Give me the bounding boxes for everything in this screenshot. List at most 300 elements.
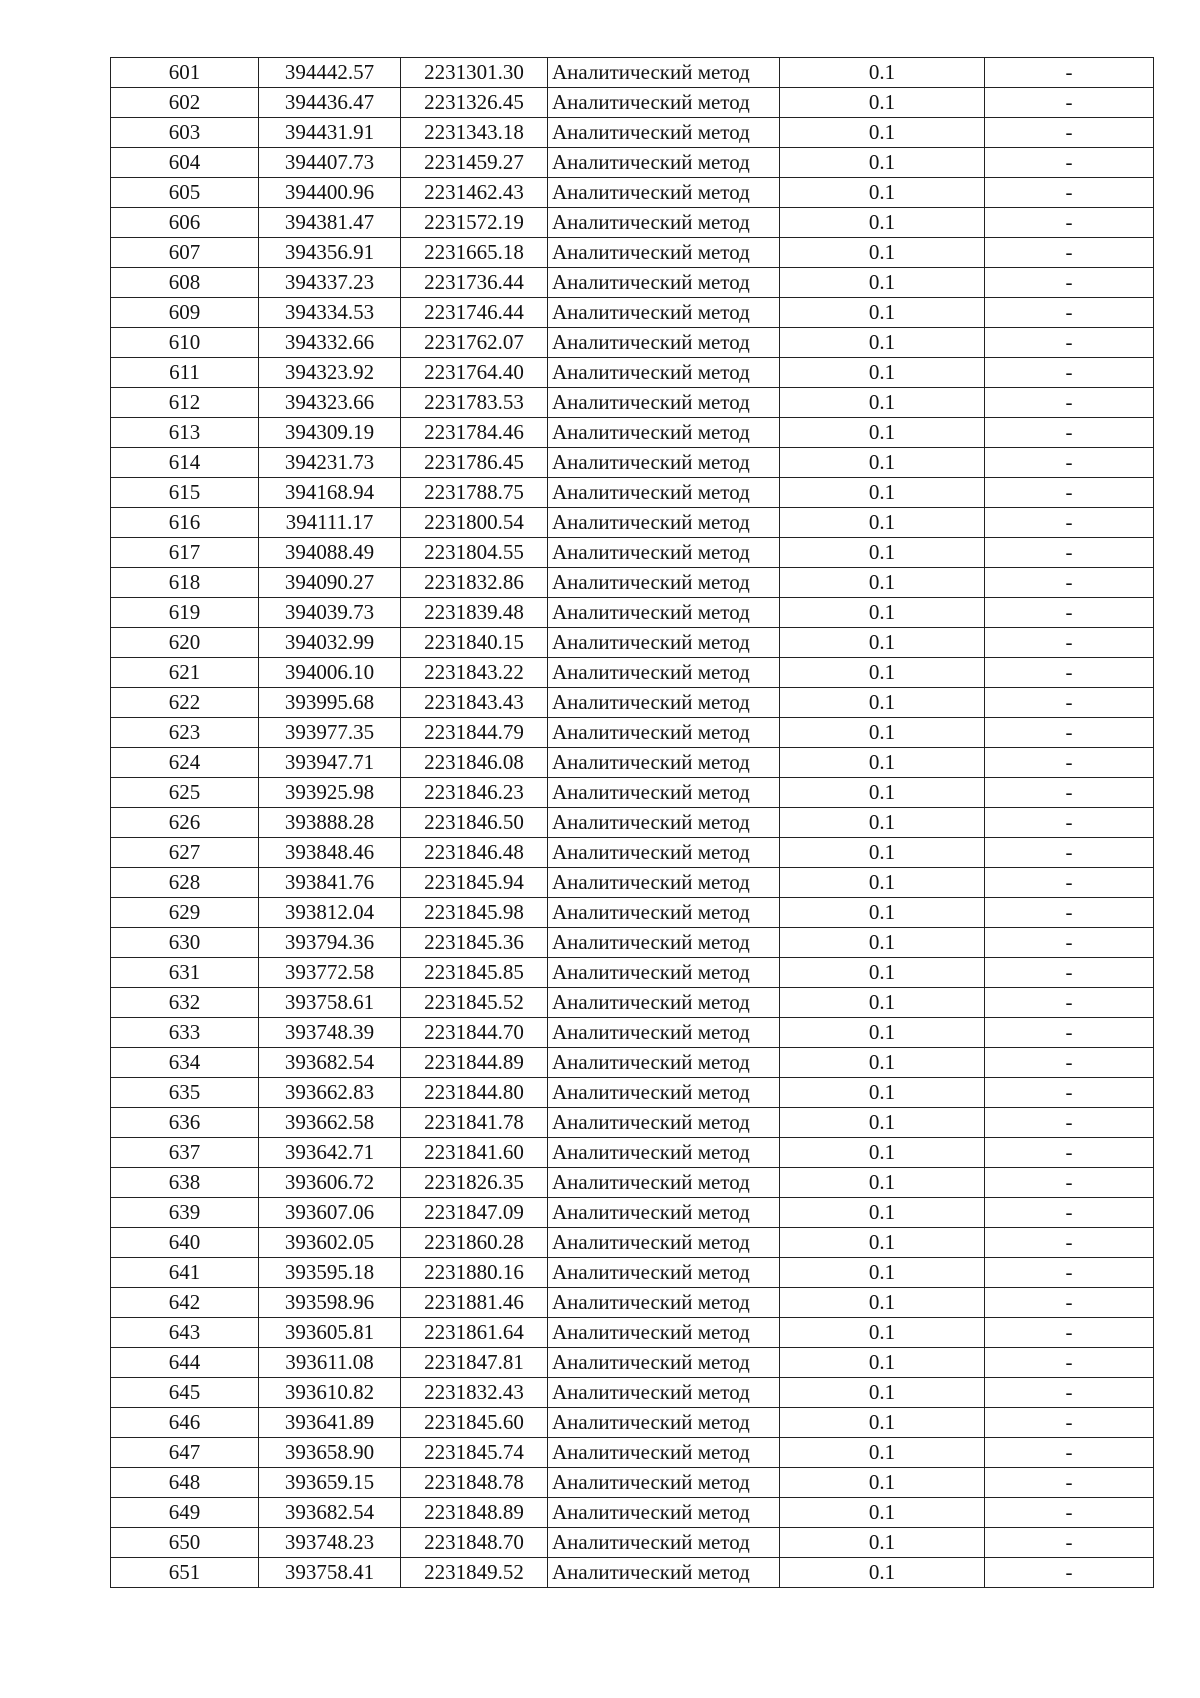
x-coordinate-cell: 394231.73 <box>259 448 401 478</box>
x-coordinate-cell: 394431.91 <box>259 118 401 148</box>
table-row <box>111 568 1154 598</box>
y-coordinate-cell: 2231848.78 <box>401 1468 548 1498</box>
note-cell: - <box>985 658 1154 688</box>
accuracy-cell: 0.1 <box>780 988 985 1018</box>
y-coordinate-cell: 2231845.74 <box>401 1438 548 1468</box>
point-number-cell: 619 <box>111 598 259 628</box>
y-coordinate-cell: 2231861.64 <box>401 1318 548 1348</box>
method-cell: Аналитический метод <box>548 1378 780 1408</box>
x-coordinate-cell: 394356.91 <box>259 238 401 268</box>
method-cell: Аналитический метод <box>548 508 780 538</box>
y-coordinate-cell: 2231843.22 <box>401 658 548 688</box>
note-cell: - <box>985 1378 1154 1408</box>
x-coordinate-cell: 394442.57 <box>259 58 401 88</box>
table-row <box>111 928 1154 958</box>
x-coordinate-cell: 393995.68 <box>259 688 401 718</box>
y-coordinate-cell: 2231800.54 <box>401 508 548 538</box>
method-cell: Аналитический метод <box>548 1348 780 1378</box>
point-number-cell: 613 <box>111 418 259 448</box>
x-coordinate-cell: 394323.92 <box>259 358 401 388</box>
point-number-cell: 622 <box>111 688 259 718</box>
accuracy-cell: 0.1 <box>780 718 985 748</box>
note-cell: - <box>985 1138 1154 1168</box>
accuracy-cell: 0.1 <box>780 1318 985 1348</box>
table-row <box>111 268 1154 298</box>
method-cell: Аналитический метод <box>548 148 780 178</box>
table-row <box>111 688 1154 718</box>
note-cell: - <box>985 868 1154 898</box>
y-coordinate-cell: 2231846.48 <box>401 838 548 868</box>
accuracy-cell: 0.1 <box>780 448 985 478</box>
x-coordinate-cell: 393610.82 <box>259 1378 401 1408</box>
point-number-cell: 645 <box>111 1378 259 1408</box>
method-cell: Аналитический метод <box>548 88 780 118</box>
y-coordinate-cell: 2231326.45 <box>401 88 548 118</box>
point-number-cell: 616 <box>111 508 259 538</box>
table-row <box>111 1498 1154 1528</box>
y-coordinate-cell: 2231804.55 <box>401 538 548 568</box>
y-coordinate-cell: 2231746.44 <box>401 298 548 328</box>
point-number-cell: 607 <box>111 238 259 268</box>
y-coordinate-cell: 2231880.16 <box>401 1258 548 1288</box>
note-cell: - <box>985 298 1154 328</box>
y-coordinate-cell: 2231845.60 <box>401 1408 548 1438</box>
table-row <box>111 898 1154 928</box>
point-number-cell: 609 <box>111 298 259 328</box>
note-cell: - <box>985 148 1154 178</box>
note-cell: - <box>985 1168 1154 1198</box>
method-cell: Аналитический метод <box>548 688 780 718</box>
accuracy-cell: 0.1 <box>780 1498 985 1528</box>
method-cell: Аналитический метод <box>548 1138 780 1168</box>
method-cell: Аналитический метод <box>548 1258 780 1288</box>
accuracy-cell: 0.1 <box>780 1438 985 1468</box>
accuracy-cell: 0.1 <box>780 208 985 238</box>
accuracy-cell: 0.1 <box>780 118 985 148</box>
point-number-cell: 606 <box>111 208 259 238</box>
accuracy-cell: 0.1 <box>780 1558 985 1588</box>
x-coordinate-cell: 393659.15 <box>259 1468 401 1498</box>
table-row <box>111 58 1154 88</box>
table-row <box>111 958 1154 988</box>
method-cell: Аналитический метод <box>548 298 780 328</box>
method-cell: Аналитический метод <box>548 1288 780 1318</box>
note-cell: - <box>985 418 1154 448</box>
table-row <box>111 1408 1154 1438</box>
table-row <box>111 748 1154 778</box>
x-coordinate-cell: 393794.36 <box>259 928 401 958</box>
note-cell: - <box>985 118 1154 148</box>
accuracy-cell: 0.1 <box>780 148 985 178</box>
accuracy-cell: 0.1 <box>780 418 985 448</box>
method-cell: Аналитический метод <box>548 988 780 1018</box>
note-cell: - <box>985 1048 1154 1078</box>
y-coordinate-cell: 2231462.43 <box>401 178 548 208</box>
y-coordinate-cell: 2231784.46 <box>401 418 548 448</box>
accuracy-cell: 0.1 <box>780 958 985 988</box>
point-number-cell: 638 <box>111 1168 259 1198</box>
accuracy-cell: 0.1 <box>780 1018 985 1048</box>
table-row <box>111 988 1154 1018</box>
x-coordinate-cell: 394334.53 <box>259 298 401 328</box>
note-cell: - <box>985 388 1154 418</box>
table-row <box>111 1228 1154 1258</box>
y-coordinate-cell: 2231845.85 <box>401 958 548 988</box>
note-cell: - <box>985 568 1154 598</box>
accuracy-cell: 0.1 <box>780 1258 985 1288</box>
method-cell: Аналитический метод <box>548 58 780 88</box>
point-number-cell: 636 <box>111 1108 259 1138</box>
table-row <box>111 1048 1154 1078</box>
point-number-cell: 629 <box>111 898 259 928</box>
method-cell: Аналитический метод <box>548 658 780 688</box>
x-coordinate-cell: 393682.54 <box>259 1498 401 1528</box>
y-coordinate-cell: 2231844.89 <box>401 1048 548 1078</box>
table-row <box>111 868 1154 898</box>
y-coordinate-cell: 2231788.75 <box>401 478 548 508</box>
point-number-cell: 649 <box>111 1498 259 1528</box>
table-row <box>111 508 1154 538</box>
y-coordinate-cell: 2231845.52 <box>401 988 548 1018</box>
y-coordinate-cell: 2231762.07 <box>401 328 548 358</box>
note-cell: - <box>985 448 1154 478</box>
accuracy-cell: 0.1 <box>780 1168 985 1198</box>
table-row <box>111 658 1154 688</box>
coordinates-table <box>110 57 1154 1588</box>
accuracy-cell: 0.1 <box>780 1528 985 1558</box>
note-cell: - <box>985 838 1154 868</box>
accuracy-cell: 0.1 <box>780 1468 985 1498</box>
x-coordinate-cell: 393947.71 <box>259 748 401 778</box>
point-number-cell: 623 <box>111 718 259 748</box>
x-coordinate-cell: 394090.27 <box>259 568 401 598</box>
note-cell: - <box>985 1258 1154 1288</box>
point-number-cell: 618 <box>111 568 259 598</box>
table-row <box>111 418 1154 448</box>
y-coordinate-cell: 2231840.15 <box>401 628 548 658</box>
note-cell: - <box>985 1318 1154 1348</box>
accuracy-cell: 0.1 <box>780 1138 985 1168</box>
y-coordinate-cell: 2231843.43 <box>401 688 548 718</box>
point-number-cell: 640 <box>111 1228 259 1258</box>
y-coordinate-cell: 2231845.36 <box>401 928 548 958</box>
method-cell: Аналитический метод <box>548 1318 780 1348</box>
method-cell: Аналитический метод <box>548 838 780 868</box>
x-coordinate-cell: 393605.81 <box>259 1318 401 1348</box>
table-row <box>111 1558 1154 1588</box>
point-number-cell: 601 <box>111 58 259 88</box>
y-coordinate-cell: 2231844.70 <box>401 1018 548 1048</box>
table-row <box>111 598 1154 628</box>
point-number-cell: 627 <box>111 838 259 868</box>
point-number-cell: 641 <box>111 1258 259 1288</box>
x-coordinate-cell: 393841.76 <box>259 868 401 898</box>
method-cell: Аналитический метод <box>548 1018 780 1048</box>
method-cell: Аналитический метод <box>548 808 780 838</box>
method-cell: Аналитический метод <box>548 478 780 508</box>
table-row <box>111 1348 1154 1378</box>
point-number-cell: 646 <box>111 1408 259 1438</box>
x-coordinate-cell: 393925.98 <box>259 778 401 808</box>
table-row <box>111 148 1154 178</box>
method-cell: Аналитический метод <box>548 1108 780 1138</box>
y-coordinate-cell: 2231665.18 <box>401 238 548 268</box>
note-cell: - <box>985 1198 1154 1228</box>
method-cell: Аналитический метод <box>548 328 780 358</box>
method-cell: Аналитический метод <box>548 448 780 478</box>
method-cell: Аналитический метод <box>548 1228 780 1258</box>
table-row <box>111 1288 1154 1318</box>
method-cell: Аналитический метод <box>548 1168 780 1198</box>
y-coordinate-cell: 2231783.53 <box>401 388 548 418</box>
note-cell: - <box>985 958 1154 988</box>
point-number-cell: 603 <box>111 118 259 148</box>
table-row <box>111 478 1154 508</box>
accuracy-cell: 0.1 <box>780 868 985 898</box>
y-coordinate-cell: 2231845.94 <box>401 868 548 898</box>
x-coordinate-cell: 393662.58 <box>259 1108 401 1138</box>
accuracy-cell: 0.1 <box>780 328 985 358</box>
y-coordinate-cell: 2231786.45 <box>401 448 548 478</box>
table-row <box>111 1378 1154 1408</box>
x-coordinate-cell: 393662.83 <box>259 1078 401 1108</box>
accuracy-cell: 0.1 <box>780 598 985 628</box>
method-cell: Аналитический метод <box>548 868 780 898</box>
note-cell: - <box>985 1498 1154 1528</box>
accuracy-cell: 0.1 <box>780 748 985 778</box>
method-cell: Аналитический метод <box>548 598 780 628</box>
method-cell: Аналитический метод <box>548 1408 780 1438</box>
accuracy-cell: 0.1 <box>780 358 985 388</box>
accuracy-cell: 0.1 <box>780 88 985 118</box>
table-row <box>111 1528 1154 1558</box>
x-coordinate-cell: 394039.73 <box>259 598 401 628</box>
table-row <box>111 1138 1154 1168</box>
table-row <box>111 718 1154 748</box>
y-coordinate-cell: 2231841.78 <box>401 1108 548 1138</box>
note-cell: - <box>985 778 1154 808</box>
y-coordinate-cell: 2231301.30 <box>401 58 548 88</box>
note-cell: - <box>985 58 1154 88</box>
point-number-cell: 604 <box>111 148 259 178</box>
accuracy-cell: 0.1 <box>780 298 985 328</box>
point-number-cell: 637 <box>111 1138 259 1168</box>
x-coordinate-cell: 393848.46 <box>259 838 401 868</box>
note-cell: - <box>985 898 1154 928</box>
x-coordinate-cell: 393758.61 <box>259 988 401 1018</box>
note-cell: - <box>985 1078 1154 1108</box>
note-cell: - <box>985 1018 1154 1048</box>
method-cell: Аналитический метод <box>548 628 780 658</box>
method-cell: Аналитический метод <box>548 358 780 388</box>
x-coordinate-cell: 393812.04 <box>259 898 401 928</box>
table-row <box>111 1078 1154 1108</box>
x-coordinate-cell: 393602.05 <box>259 1228 401 1258</box>
method-cell: Аналитический метод <box>548 1198 780 1228</box>
point-number-cell: 634 <box>111 1048 259 1078</box>
method-cell: Аналитический метод <box>548 778 780 808</box>
table-row <box>111 1258 1154 1288</box>
table-row <box>111 1438 1154 1468</box>
accuracy-cell: 0.1 <box>780 1108 985 1138</box>
accuracy-cell: 0.1 <box>780 1048 985 1078</box>
note-cell: - <box>985 988 1154 1018</box>
note-cell: - <box>985 928 1154 958</box>
x-coordinate-cell: 394323.66 <box>259 388 401 418</box>
note-cell: - <box>985 208 1154 238</box>
y-coordinate-cell: 2231839.48 <box>401 598 548 628</box>
y-coordinate-cell: 2231736.44 <box>401 268 548 298</box>
note-cell: - <box>985 508 1154 538</box>
note-cell: - <box>985 1558 1154 1588</box>
note-cell: - <box>985 178 1154 208</box>
point-number-cell: 628 <box>111 868 259 898</box>
table-row <box>111 238 1154 268</box>
note-cell: - <box>985 1438 1154 1468</box>
table-row <box>111 1198 1154 1228</box>
point-number-cell: 626 <box>111 808 259 838</box>
x-coordinate-cell: 393641.89 <box>259 1408 401 1438</box>
point-number-cell: 633 <box>111 1018 259 1048</box>
y-coordinate-cell: 2231841.60 <box>401 1138 548 1168</box>
note-cell: - <box>985 1288 1154 1318</box>
y-coordinate-cell: 2231844.79 <box>401 718 548 748</box>
accuracy-cell: 0.1 <box>780 1228 985 1258</box>
point-number-cell: 612 <box>111 388 259 418</box>
table-row <box>111 1168 1154 1198</box>
x-coordinate-cell: 393772.58 <box>259 958 401 988</box>
x-coordinate-cell: 393682.54 <box>259 1048 401 1078</box>
note-cell: - <box>985 538 1154 568</box>
point-number-cell: 615 <box>111 478 259 508</box>
point-number-cell: 624 <box>111 748 259 778</box>
method-cell: Аналитический метод <box>548 718 780 748</box>
note-cell: - <box>985 1468 1154 1498</box>
x-coordinate-cell: 394436.47 <box>259 88 401 118</box>
y-coordinate-cell: 2231572.19 <box>401 208 548 238</box>
y-coordinate-cell: 2231844.80 <box>401 1078 548 1108</box>
accuracy-cell: 0.1 <box>780 778 985 808</box>
x-coordinate-cell: 394381.47 <box>259 208 401 238</box>
note-cell: - <box>985 1228 1154 1258</box>
point-number-cell: 620 <box>111 628 259 658</box>
point-number-cell: 635 <box>111 1078 259 1108</box>
table-row <box>111 778 1154 808</box>
y-coordinate-cell: 2231849.52 <box>401 1558 548 1588</box>
x-coordinate-cell: 393758.41 <box>259 1558 401 1588</box>
y-coordinate-cell: 2231848.70 <box>401 1528 548 1558</box>
point-number-cell: 614 <box>111 448 259 478</box>
x-coordinate-cell: 394337.23 <box>259 268 401 298</box>
x-coordinate-cell: 394400.96 <box>259 178 401 208</box>
method-cell: Аналитический метод <box>548 1498 780 1528</box>
note-cell: - <box>985 268 1154 298</box>
x-coordinate-cell: 393748.23 <box>259 1528 401 1558</box>
note-cell: - <box>985 238 1154 268</box>
method-cell: Аналитический метод <box>548 1048 780 1078</box>
accuracy-cell: 0.1 <box>780 1288 985 1318</box>
accuracy-cell: 0.1 <box>780 1078 985 1108</box>
accuracy-cell: 0.1 <box>780 658 985 688</box>
note-cell: - <box>985 808 1154 838</box>
note-cell: - <box>985 1408 1154 1438</box>
accuracy-cell: 0.1 <box>780 508 985 538</box>
table-row <box>111 358 1154 388</box>
accuracy-cell: 0.1 <box>780 808 985 838</box>
y-coordinate-cell: 2231847.81 <box>401 1348 548 1378</box>
method-cell: Аналитический метод <box>548 178 780 208</box>
table-row <box>111 808 1154 838</box>
method-cell: Аналитический метод <box>548 1438 780 1468</box>
note-cell: - <box>985 688 1154 718</box>
x-coordinate-cell: 393888.28 <box>259 808 401 838</box>
x-coordinate-cell: 394006.10 <box>259 658 401 688</box>
point-number-cell: 643 <box>111 1318 259 1348</box>
method-cell: Аналитический метод <box>548 568 780 598</box>
accuracy-cell: 0.1 <box>780 178 985 208</box>
y-coordinate-cell: 2231860.28 <box>401 1228 548 1258</box>
point-number-cell: 602 <box>111 88 259 118</box>
accuracy-cell: 0.1 <box>780 688 985 718</box>
x-coordinate-cell: 393598.96 <box>259 1288 401 1318</box>
x-coordinate-cell: 393611.08 <box>259 1348 401 1378</box>
accuracy-cell: 0.1 <box>780 898 985 928</box>
note-cell: - <box>985 718 1154 748</box>
accuracy-cell: 0.1 <box>780 1408 985 1438</box>
point-number-cell: 639 <box>111 1198 259 1228</box>
method-cell: Аналитический метод <box>548 958 780 988</box>
method-cell: Аналитический метод <box>548 118 780 148</box>
x-coordinate-cell: 393606.72 <box>259 1168 401 1198</box>
accuracy-cell: 0.1 <box>780 1378 985 1408</box>
y-coordinate-cell: 2231832.86 <box>401 568 548 598</box>
y-coordinate-cell: 2231764.40 <box>401 358 548 388</box>
y-coordinate-cell: 2231847.09 <box>401 1198 548 1228</box>
accuracy-cell: 0.1 <box>780 568 985 598</box>
table-row <box>111 178 1154 208</box>
note-cell: - <box>985 1108 1154 1138</box>
x-coordinate-cell: 393977.35 <box>259 718 401 748</box>
y-coordinate-cell: 2231832.43 <box>401 1378 548 1408</box>
accuracy-cell: 0.1 <box>780 928 985 958</box>
point-number-cell: 605 <box>111 178 259 208</box>
table-row <box>111 208 1154 238</box>
coordinates-table-body <box>111 58 1154 1588</box>
x-coordinate-cell: 394407.73 <box>259 148 401 178</box>
note-cell: - <box>985 478 1154 508</box>
point-number-cell: 621 <box>111 658 259 688</box>
table-row <box>111 538 1154 568</box>
note-cell: - <box>985 358 1154 388</box>
y-coordinate-cell: 2231343.18 <box>401 118 548 148</box>
accuracy-cell: 0.1 <box>780 538 985 568</box>
method-cell: Аналитический метод <box>548 1558 780 1588</box>
method-cell: Аналитический метод <box>548 538 780 568</box>
x-coordinate-cell: 394168.94 <box>259 478 401 508</box>
table-row <box>111 628 1154 658</box>
x-coordinate-cell: 394332.66 <box>259 328 401 358</box>
note-cell: - <box>985 1348 1154 1378</box>
table-row <box>111 388 1154 418</box>
table-row <box>111 838 1154 868</box>
accuracy-cell: 0.1 <box>780 1348 985 1378</box>
point-number-cell: 648 <box>111 1468 259 1498</box>
x-coordinate-cell: 394111.17 <box>259 508 401 538</box>
x-coordinate-cell: 394032.99 <box>259 628 401 658</box>
point-number-cell: 650 <box>111 1528 259 1558</box>
accuracy-cell: 0.1 <box>780 238 985 268</box>
method-cell: Аналитический метод <box>548 238 780 268</box>
